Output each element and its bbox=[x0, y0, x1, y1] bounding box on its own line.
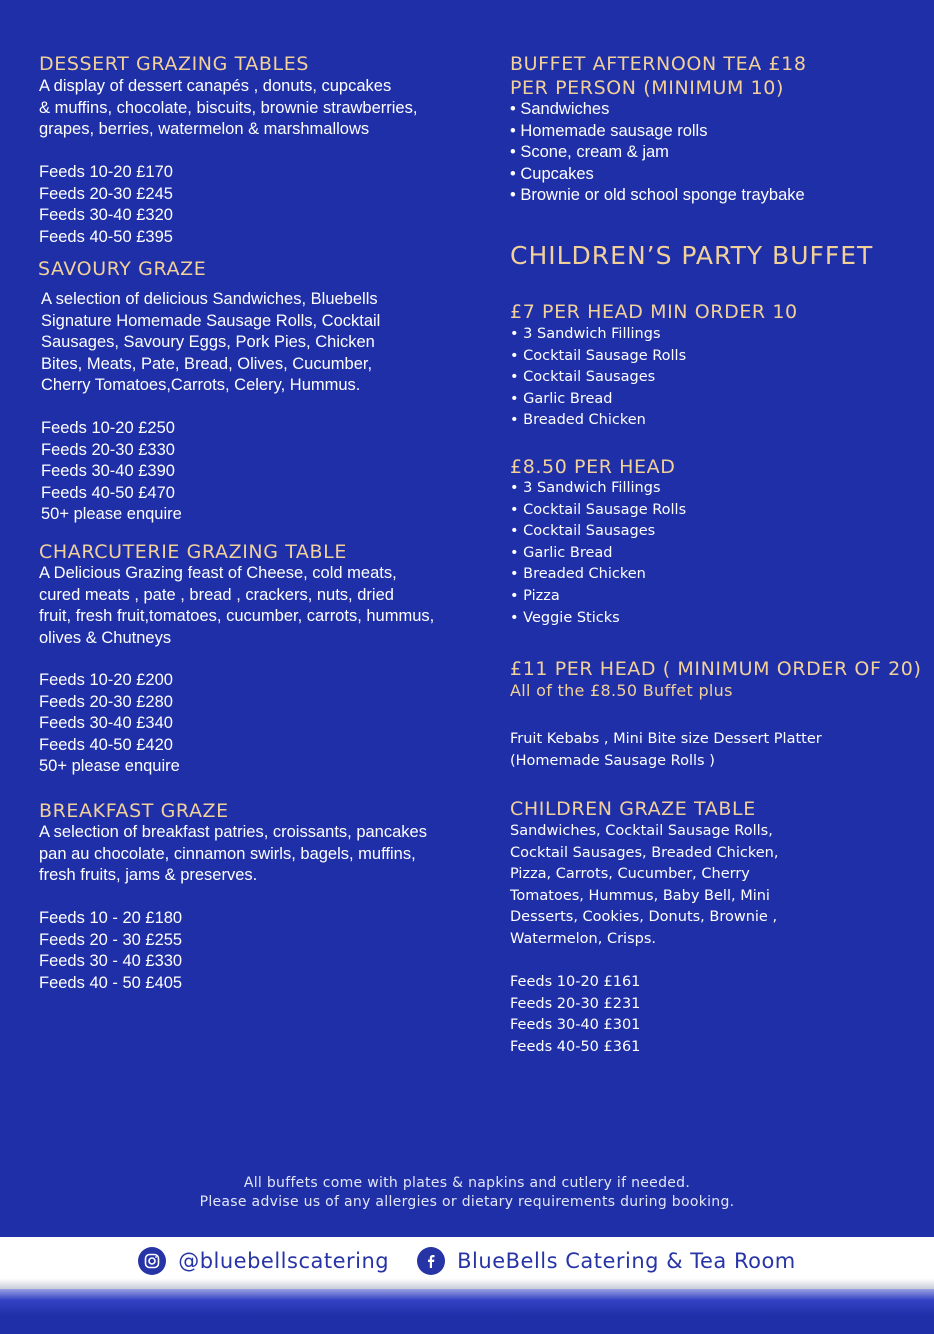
bottom-stripe bbox=[0, 1289, 934, 1334]
dessert-prices: Feeds 10-20 £170 Feeds 20-30 £245 Feeds 30-40 £320 Feeds 40-50 £395 bbox=[39, 163, 173, 246]
seven-per-head-list bbox=[510, 324, 686, 432]
facebook-icon[interactable] bbox=[417, 1247, 445, 1275]
instagram-handle[interactable]: @bluebellscatering bbox=[178, 1249, 390, 1273]
children-graze-prices: Feeds 10-20 £161 Feeds 20-30 £231 Feeds 30-40 £301 Feeds 40-50 £361 bbox=[510, 974, 641, 1055]
list-item: • Brownie or old school sponge traybake bbox=[510, 185, 805, 207]
instagram-icon[interactable] bbox=[138, 1247, 166, 1275]
childrens-party-title: CHILDREN’S PARTY BUFFET bbox=[510, 241, 874, 270]
eleven-per-head-subtitle: All of the £8.50 Buffet plus bbox=[510, 681, 733, 700]
list-item: • Cocktail Sausages bbox=[510, 367, 686, 389]
savoury-description: A selection of delicious Sandwiches, Bluebells Signature Homemade Sausage Rolls, Cocktail Sausages, Savoury Eggs, Pork Pies, Chicken Bites, Meats, Pate, Bread, Olives, Cucumber, Cherry Tomatoes,Carrots, Celery, Hummus. bbox=[41, 290, 381, 395]
breakfast-prices: Feeds 10 - 20 £180 Feeds 20 - 30 £255 Feeds 30 - 40 £330 Feeds 40 - 50 £405 bbox=[39, 909, 183, 992]
eleven-per-head-description: Fruit Kebabs , Mini Bite size Dessert Platter (Homemade Sausage Rolls ) bbox=[510, 731, 822, 769]
facebook-page-name[interactable]: BlueBells Catering & Tea Room bbox=[457, 1249, 796, 1273]
footnote-allergies: Please advise us of any allergies or dietary requirements during booking. bbox=[199, 1194, 735, 1210]
list-item: • Breaded Chicken bbox=[510, 410, 686, 432]
list-item: • Garlic Bread bbox=[510, 389, 686, 411]
children-graze-title: CHILDREN GRAZE TABLE bbox=[510, 798, 756, 820]
charcuterie-title: CHARCUTERIE GRAZING TABLE bbox=[39, 541, 347, 563]
afternoon-tea-list bbox=[510, 99, 805, 207]
afternoon-tea-title-line1: BUFFET AFTERNOON TEA £18 bbox=[510, 53, 807, 75]
savoury-title: SAVOURY GRAZE bbox=[38, 258, 207, 280]
footnote-plates: All buffets come with plates & napkins and cutlery if needed. bbox=[243, 1175, 691, 1191]
eight-fifty-per-head-list bbox=[510, 478, 686, 629]
social-bar bbox=[0, 1237, 934, 1289]
list-item: • Homemade sausage rolls bbox=[510, 121, 805, 143]
dessert-title: DESSERT GRAZING TABLES bbox=[39, 53, 309, 75]
children-graze-description: Sandwiches, Cocktail Sausage Rolls, Cocktail Sausages, Breaded Chicken, Pizza, Carrots, Cucumber, Cherry Tomatoes, Hummus, Baby Bell, Mini Desserts, Cookies, Donuts, Brownie , Watermelon, Crisps. bbox=[510, 823, 779, 947]
charcuterie-prices: Feeds 10-20 £200 Feeds 20-30 £280 Feeds 30-40 £340 Feeds 40-50 £420 50+ please enquire bbox=[39, 671, 180, 776]
list-item: • Breaded Chicken bbox=[510, 564, 686, 586]
list-item: • Pizza bbox=[510, 586, 686, 608]
dessert-description: A display of dessert canapés , donuts, cupcakes & muffins, chocolate, biscuits, brownie strawberries, grapes, berries, watermelon & marshmallows bbox=[39, 77, 418, 139]
list-item: • Cupcakes bbox=[510, 164, 805, 186]
list-item: • Veggie Sticks bbox=[510, 608, 686, 630]
list-item: • 3 Sandwich Fillings bbox=[510, 324, 686, 346]
list-item: • Scone, cream & jam bbox=[510, 142, 805, 164]
eleven-per-head-title: £11 PER HEAD ( MINIMUM ORDER OF 20) bbox=[510, 658, 922, 680]
eight-fifty-per-head-title: £8.50 PER HEAD bbox=[510, 456, 676, 478]
list-item: • Sandwiches bbox=[510, 99, 805, 121]
charcuterie-description: A Delicious Grazing feast of Cheese, cold meats, cured meats , pate , bread , crackers, nuts, dried fruit, fresh fruit,tomatoes, cucumber, carrots, hummus, olives & Chutneys bbox=[39, 564, 435, 647]
list-item: • Cocktail Sausage Rolls bbox=[510, 500, 686, 522]
seven-per-head-title: £7 PER HEAD MIN ORDER 10 bbox=[510, 301, 798, 323]
breakfast-description: A selection of breakfast patries, croissants, pancakes pan au chocolate, cinnamon swirls, bagels, muffins, fresh fruits, jams & preserves. bbox=[39, 823, 427, 885]
savoury-prices: Feeds 10-20 £250 Feeds 20-30 £330 Feeds 30-40 £390 Feeds 40-50 £470 50+ please enquire bbox=[41, 419, 182, 524]
breakfast-title: BREAKFAST GRAZE bbox=[39, 800, 229, 822]
list-item: • Garlic Bread bbox=[510, 543, 686, 565]
afternoon-tea-title-line2: PER PERSON (MINIMUM 10) bbox=[510, 77, 784, 99]
list-item: • 3 Sandwich Fillings bbox=[510, 478, 686, 500]
list-item: • Cocktail Sausages bbox=[510, 521, 686, 543]
list-item: • Cocktail Sausage Rolls bbox=[510, 346, 686, 368]
